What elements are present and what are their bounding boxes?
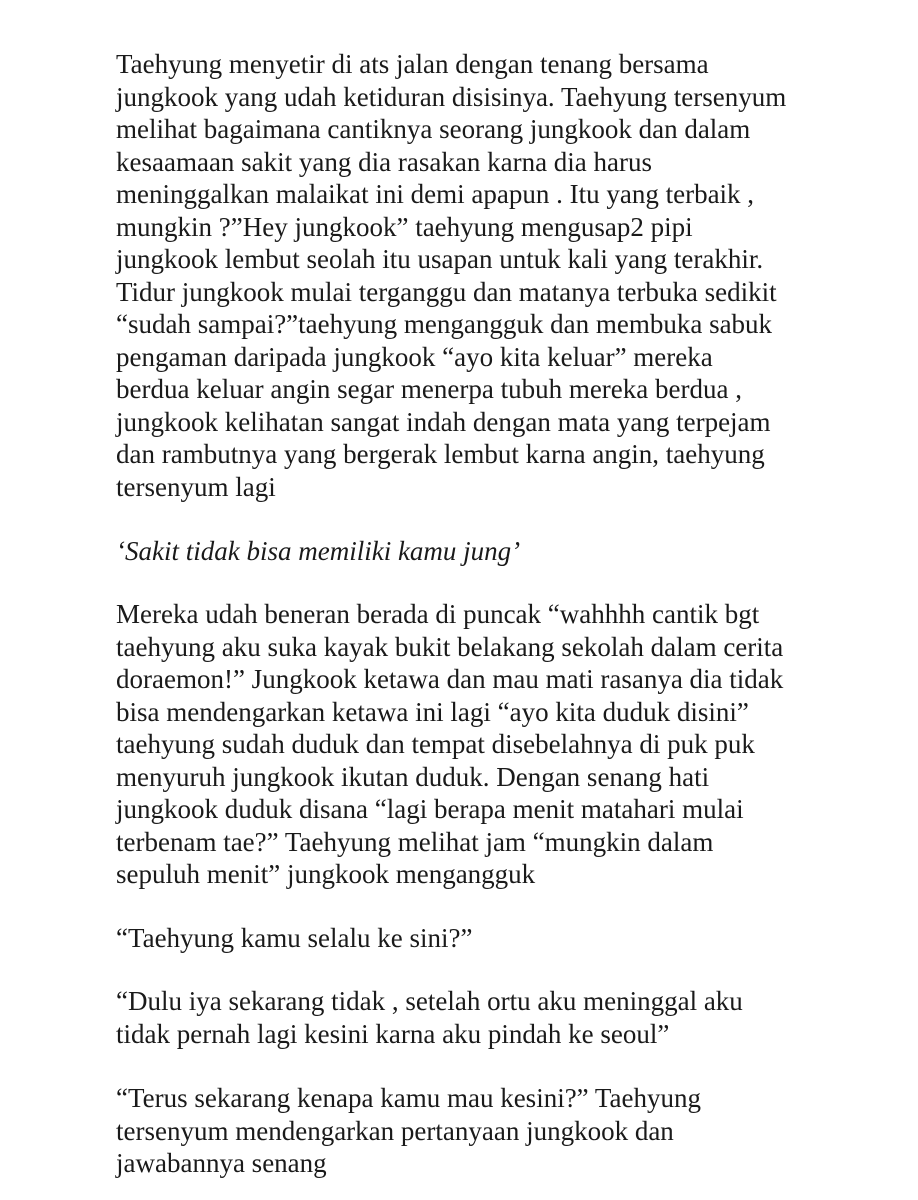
text-line: meninggalkan malaikat ini demi apapun . Itu yang terbaik , [116, 179, 755, 209]
italic-thought [116, 535, 896, 568]
text-line: tidak pernah lagi kesini karna aku pindah ke seoul” [116, 1018, 670, 1049]
text-line: Taehyung menyetir di ats jalan dengan tenang bersama [116, 49, 709, 79]
text-line: “Dulu iya sekarang tidak , setelah ortu aku meninggal aku [116, 986, 743, 1016]
text-line: berdua keluar angin segar menerpa tubuh mereka berdua , [116, 374, 742, 404]
text-line: bisa mendengarkan ketawa ini lagi “ayo kita duduk disini” [116, 696, 749, 727]
text-line: menyuruh jungkook ikutan duduk. Dengan senang hati [116, 761, 710, 792]
text-line: taehyung sudah duduk dan tempat disebelahnya di puk puk [116, 729, 755, 759]
text-line: ‘Sakit tidak bisa memiliki kamu jung’ [116, 536, 521, 566]
text-line: jungkook duduk disana “lagi berapa menit matahari mulai [116, 794, 744, 824]
text-line: melihat bagaimana cantiknya seorang jungkook dan dalam [116, 114, 751, 144]
paragraph-1 [116, 48, 896, 503]
text-line: dan rambutnya yang bergerak lembut karna angin, taehyung [116, 439, 765, 469]
text-line: “Taehyung kamu selalu ke sini?” [116, 923, 473, 953]
text-line: mungkin ?”Hey jungkook” taehyung mengusap2 pipi [116, 211, 693, 242]
paragraph-2 [116, 598, 896, 891]
text-line: doraemon!” Jungkook ketawa dan mau mati rasanya dia tidak [116, 664, 784, 694]
text-line: Mereka udah beneran berada di puncak “wahhhh cantik bgt [116, 599, 760, 629]
paragraph-3 [116, 922, 896, 955]
paragraph-5 [116, 1082, 896, 1180]
paragraph-4 [116, 985, 896, 1050]
text-line: terbenam tae?” Taehyung melihat jam “mungkin dalam [116, 826, 714, 857]
text-line: “Terus sekarang kenapa kamu mau kesini?” Taehyung [116, 1083, 701, 1113]
text-line: Tidur jungkook mulai terganggu dan matanya terbuka sedikit [116, 276, 777, 307]
text-line: sepuluh menit” jungkook mengangguk [116, 859, 536, 889]
text-line: tersenyum mendengarkan pertanyaan jungkook dan [116, 1115, 674, 1146]
text-line: “sudah sampai?”taehyung mengangguk dan membuka sabuk [116, 309, 773, 339]
text-line: jungkook lembut seolah itu usapan untuk kali yang terakhir. [116, 244, 764, 274]
text-line: jungkook yang udah ketiduran disisinya. Taehyung tersenyum [116, 81, 787, 112]
text-line: taehyung aku suka kayak bukit belakang sekolah dalam cerita [116, 631, 784, 662]
text-line: pengaman daripada jungkook “ayo kita keluar” mereka [116, 341, 713, 372]
text-line: kesaamaan sakit yang dia rasakan karna dia harus [116, 146, 653, 177]
text-line: tersenyum lagi [116, 471, 276, 502]
text-line: jungkook kelihatan sangat indah dengan mata yang terpejam [116, 406, 771, 437]
text-line: jawabannya senang [116, 1148, 327, 1178]
